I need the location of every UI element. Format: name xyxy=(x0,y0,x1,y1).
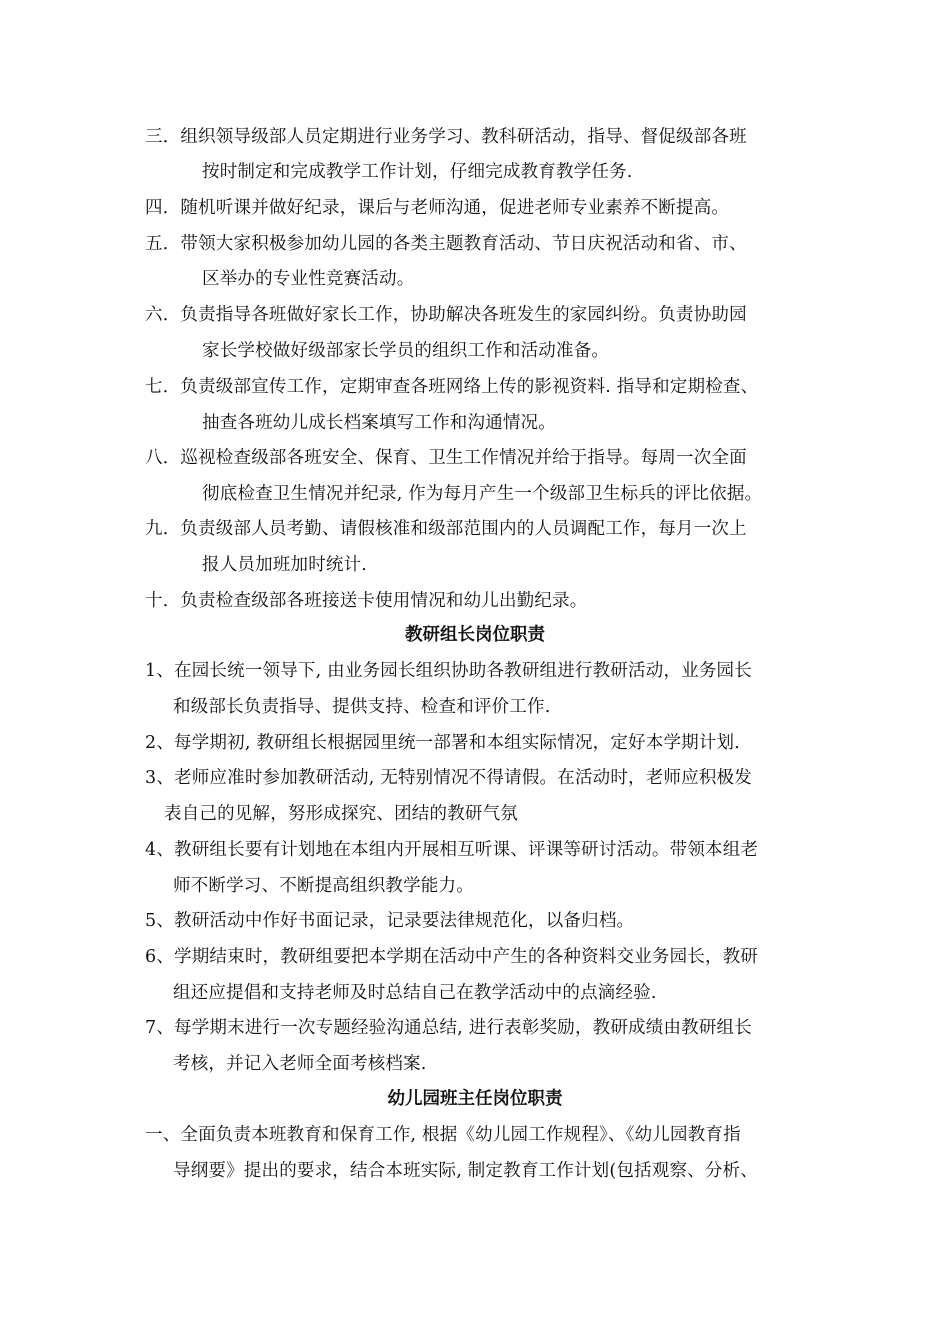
duty-item-9-line-2: 报人员加班加时统计. xyxy=(202,555,368,575)
duty-item-5-line-1: 五．带领大家积极参加幼儿园的各类主题教育活动、节日庆祝活动和省、市、 xyxy=(145,234,747,254)
research-item-7-line-2: 考核，并记入老师全面考核档案. xyxy=(173,1054,427,1074)
research-item-7-line-1: 7、每学期末进行一次专题经验沟通总结, 进行表彰奖励，教研成绩由教研组长 xyxy=(145,1018,752,1038)
research-item-4-line-1: 4、教研组长要有计划地在本组内开展相互听课、评课等研讨活动。带领本组老 xyxy=(145,840,759,860)
duty-item-7-line-1: 七．负责级部宣传工作，定期审查各班网络上传的影视资料. 指导和定期检查、 xyxy=(145,377,759,397)
duty-item-10-line-1: 十．负责检查级部各班接送卡使用情况和幼儿出勤纪录。 xyxy=(145,591,588,611)
class-teacher-heading: 幼儿园班主任岗位职责 xyxy=(387,1089,563,1109)
research-item-3-line-2: 表自己的见解，努形成探究、团结的教研气氛 xyxy=(164,804,518,824)
duty-item-4-line-1: 四．随机听课并做好纪录，课后与老师沟通，促进老师专业素养不断提高。 xyxy=(145,198,730,218)
class-item-1-line-2: 导纲要》提出的要求，结合本班实际, 制定教育工作计划(包括观察、分析、 xyxy=(173,1161,758,1181)
duty-item-8-line-2: 彻底检查卫生情况并纪录, 作为每月产生一个级部卫生标兵的评比依据。 xyxy=(202,484,763,504)
research-item-4-line-2: 师不断学习、不断提高组织教学能力。 xyxy=(173,876,474,896)
duty-item-6-line-2: 家长学校做好级部家长学员的组织工作和活动准备。 xyxy=(202,341,610,361)
research-item-5-line-1: 5、教研活动中作好书面记录，记录要法律规范化，以备归档。 xyxy=(145,911,635,931)
research-item-3-line-1: 3、老师应准时参加教研活动, 无特别情况不得请假。在活动时，老师应积极发 xyxy=(145,768,752,788)
duty-item-5-line-2: 区举办的专业性竞赛活动。 xyxy=(202,269,415,289)
duty-item-3-line-1: 三．组织领导级部人员定期进行业务学习、教科研活动，指导、督促级部各班 xyxy=(145,127,747,147)
duty-item-3-line-2: 按时制定和完成教学工作计划，仔细完成教育教学任务. xyxy=(202,162,633,182)
duty-item-8-line-1: 八．巡视检查级部各班安全、保育、卫生工作情况并给于指导。每周一次全面 xyxy=(145,448,747,468)
research-item-2-line-1: 2、每学期初, 教研组长根据园里统一部署和本组实际情况，定好本学期计划. xyxy=(145,733,741,753)
research-leader-heading: 教研组长岗位职责 xyxy=(405,625,545,645)
duty-item-6-line-1: 六．负责指导各班做好家长工作，协助解决各班发生的家园纠纷。负责协助园 xyxy=(145,305,747,325)
duty-item-9-line-1: 九．负责级部人员考勤、请假核准和级部范围内的人员调配工作，每月一次上 xyxy=(145,519,747,539)
research-item-6-line-2: 组还应提倡和支持老师及时总结自己在教学活动中的点滴经验. xyxy=(173,983,657,1003)
research-item-1-line-2: 和级部长负责指导、提供支持、检查和评价工作. xyxy=(173,697,551,717)
research-item-1-line-1: 1、在园长统一领导下, 由业务园长组织协助各教研组进行教研活动，业务园长 xyxy=(145,661,752,681)
duty-item-7-line-2: 抽查各班幼儿成长档案填写工作和沟通情况。 xyxy=(202,413,556,433)
class-item-1-line-1: 一、全面负责本班教育和保育工作, 根据《幼儿园工作规程》、《幼儿园教育指 xyxy=(145,1125,741,1145)
research-item-6-line-1: 6、学期结束时，教研组要把本学期在活动中产生的各种资料交业务园长，教研 xyxy=(145,947,759,967)
